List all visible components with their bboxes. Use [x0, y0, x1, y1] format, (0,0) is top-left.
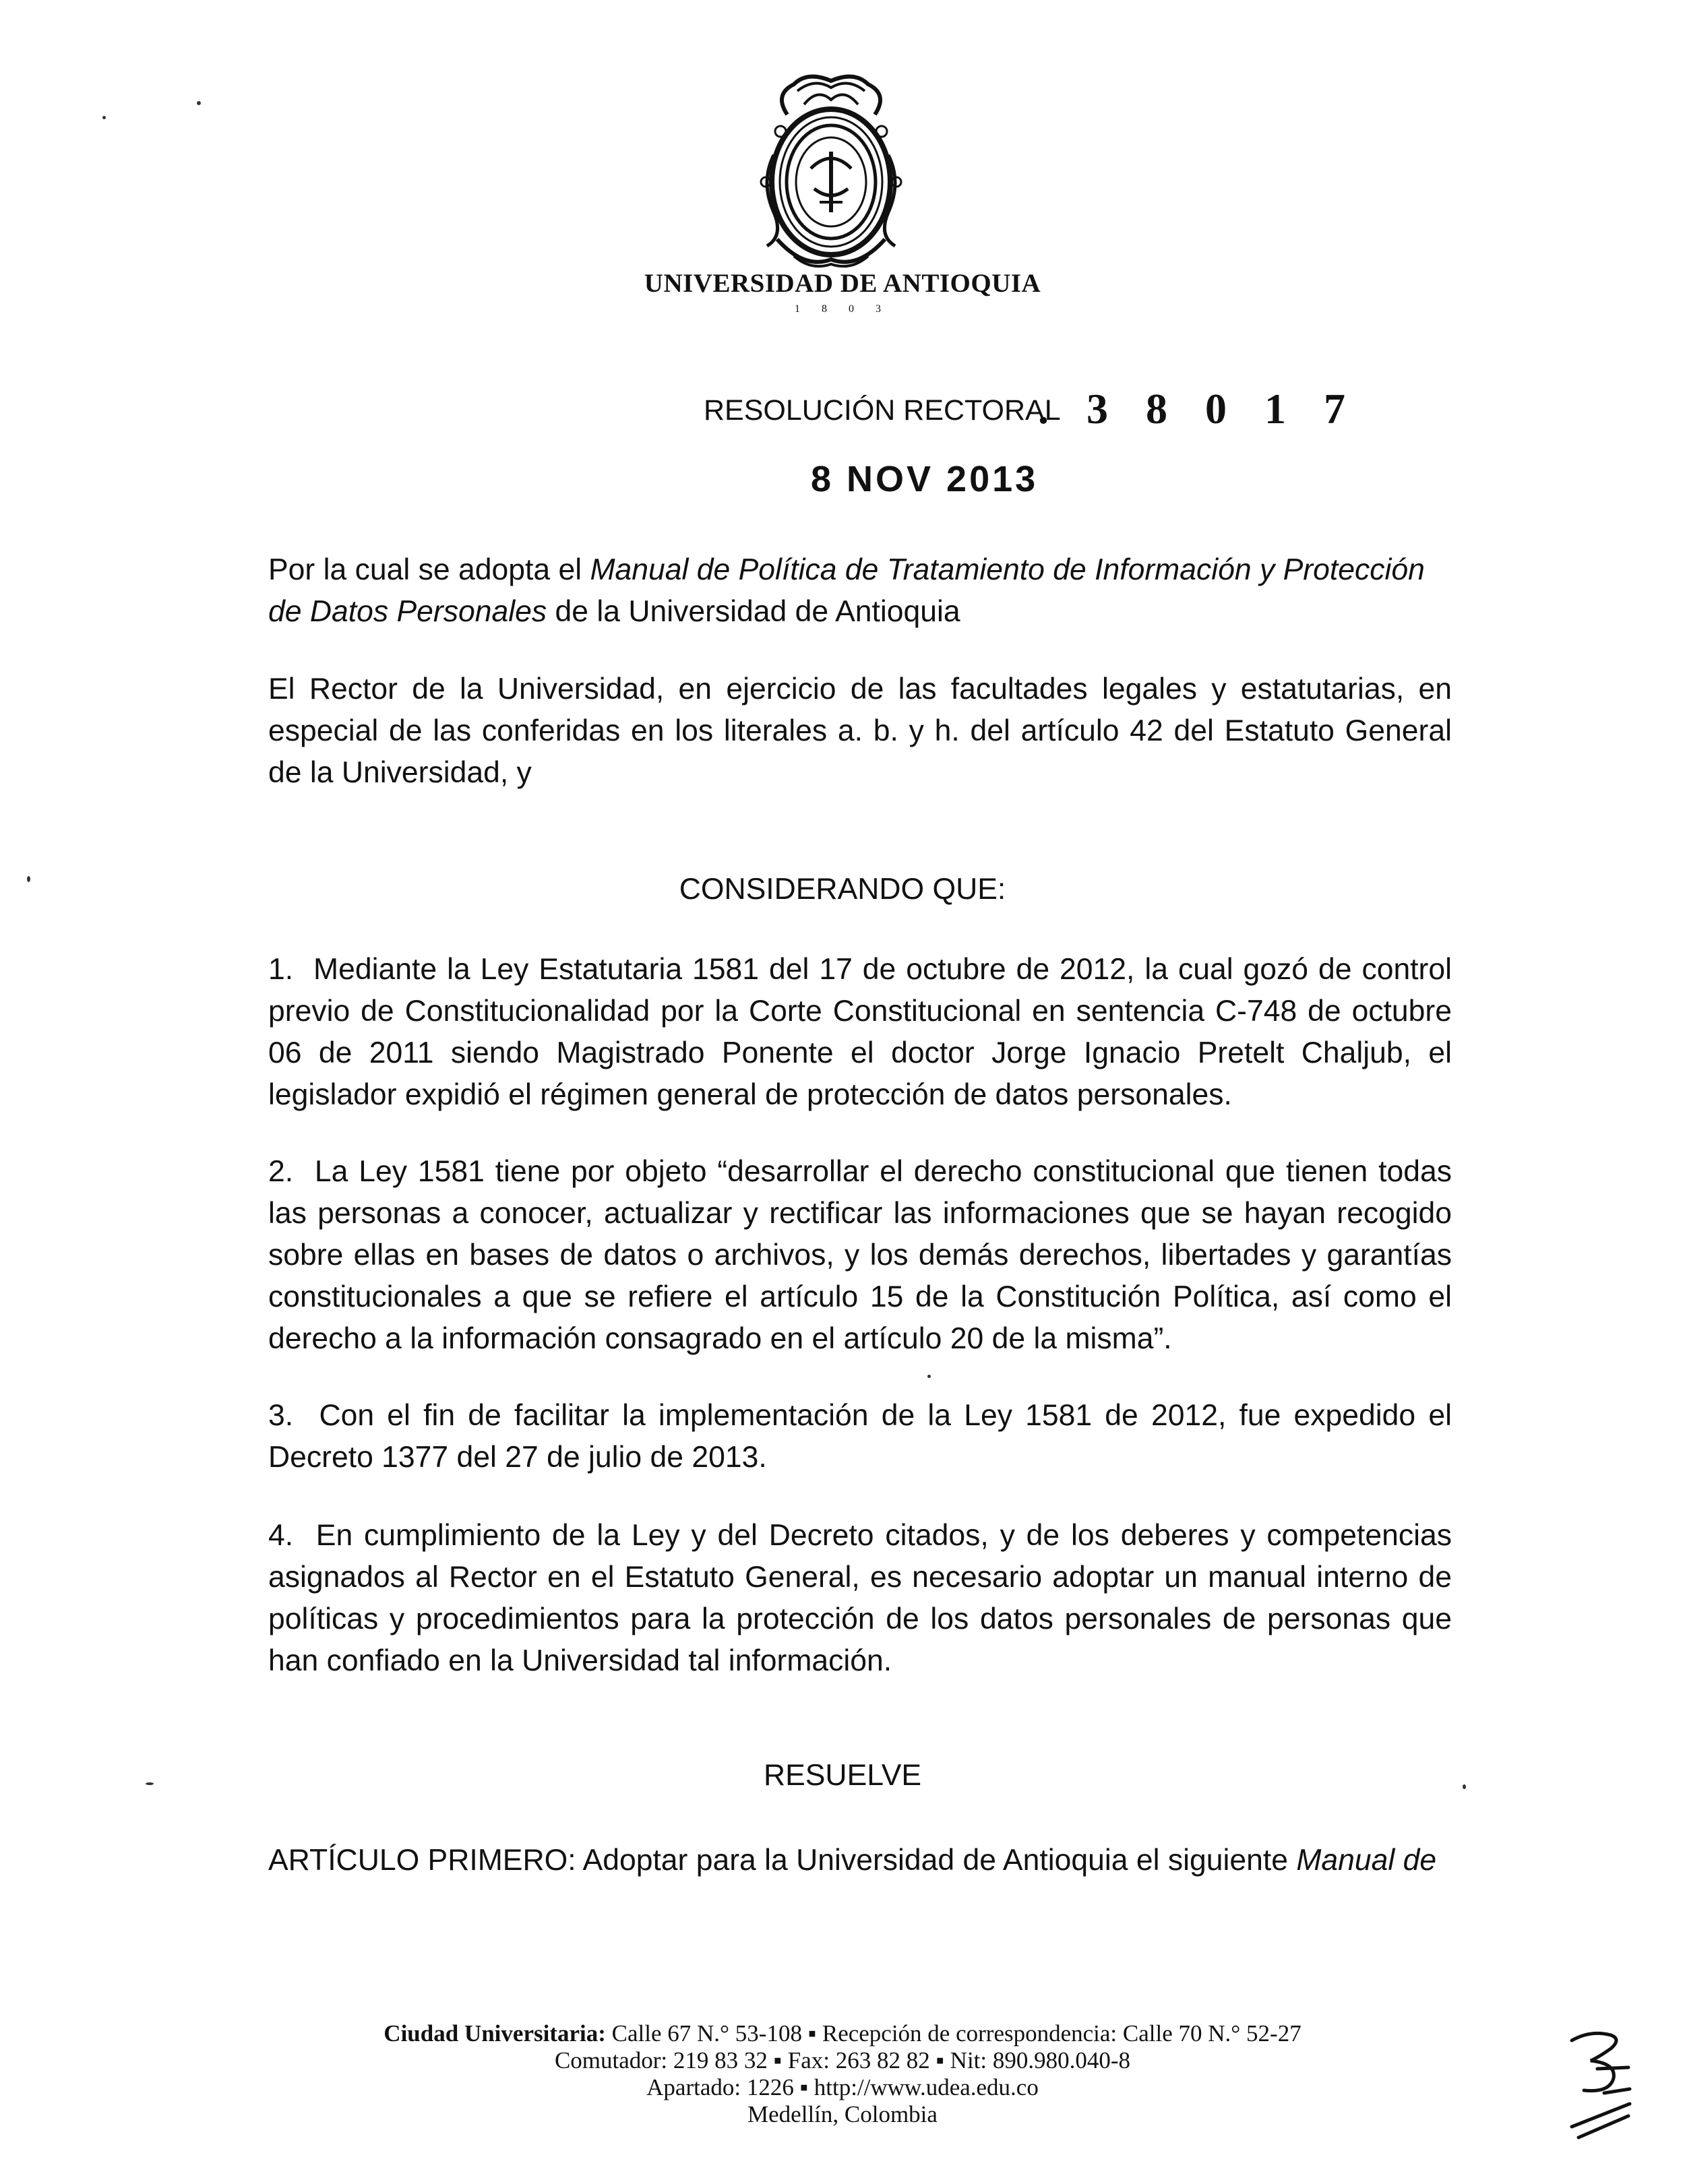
scan-speck: [1463, 1784, 1466, 1789]
considerando-item-1: [268, 949, 1452, 1116]
subject-paragraph: [268, 549, 1452, 633]
footer-line-3: Apartado: 1226 ▪ http://www.udea.edu.co: [646, 2074, 1039, 2100]
considerando-item-2: [268, 1151, 1452, 1360]
scan-speck: [27, 876, 30, 882]
scan-speck: [197, 101, 201, 105]
footer-line-1: [0, 2020, 1685, 2047]
item-text: La Ley 1581 tiene por objeto “desarrollar el derecho constitucional que tienen todas las personas a conocer, actualizar y rectificar las informaciones que se hayan recogido sobre ellas en bases de datos o archivos, y los demás derechos, libertades y garantías constitucionales a que se refiere el artículo 15 de la Constitución Política, así como el derecho a la información consagrado en el artículo 20 de la misma”.: [268, 1155, 1452, 1355]
article-italic: Manual de: [1296, 1844, 1437, 1877]
resuelve-heading: RESUELVE: [763, 1759, 922, 1792]
article-label: ARTÍCULO PRIMERO:: [268, 1844, 576, 1877]
scan-speck: [102, 116, 106, 119]
resolution-number: . 3 8 0 1 7: [1038, 385, 1359, 433]
considerando-heading: CONSIDERANDO QUE:: [679, 873, 1006, 906]
university-name: UNIVERSIDAD DE ANTIOQUIA: [644, 269, 1041, 298]
scan-speck: [146, 1782, 154, 1785]
founding-year: 1 8 0 3: [795, 303, 890, 315]
subject-title: Manual de Política de Tratamiento de Información y Protección de Datos Personales: [268, 553, 1425, 628]
resolution-date: 8 NOV 2013: [811, 459, 1039, 499]
footer-address: [0, 2020, 1685, 2128]
subject-prefix: Por la cual se adopta el: [268, 553, 590, 586]
resolution-label: RESOLUCIÓN RECTORAL: [704, 394, 1061, 427]
article-text: Adoptar para la Universidad de Antioquia el siguiente: [576, 1844, 1297, 1877]
item-number: 2.: [268, 1155, 294, 1188]
considerando-item-3: [268, 1395, 1452, 1478]
footer-line-4: Medellín, Colombia: [747, 2101, 938, 2127]
footer-campus-label: Ciudad Universitaria:: [384, 2020, 606, 2047]
preamble-paragraph: El Rector de la Universidad, en ejercicio de las facultades legales y estatutarias, en especial de las conferidas en los literales a. b. y h. del artículo 42 del Estatuto General de la Universidad, y: [268, 673, 1452, 789]
item-number: 1.: [268, 953, 294, 986]
footer-campus-address: Calle 67 N.° 53-108 ▪ Recepción de correspondencia: Calle 70 N.° 52-27: [605, 2020, 1301, 2047]
item-text: Con el fin de facilitar la implementación de la Ley 1581 de 2012, fue expedido el Decreto 1377 del 27 de julio de 2013.: [268, 1399, 1452, 1474]
subject-suffix: de la Universidad de Antioquia: [547, 595, 960, 628]
scan-speck: [927, 1375, 931, 1378]
university-seal-icon: [747, 67, 915, 276]
item-text: En cumplimiento de la Ley y del Decreto citados, y de los deberes y competencias asignados al Rector en el Estatuto General, es necesario adoptar un manual interno de políticas y procedimientos para la protección de los datos personales de personas que han confiado en la Universidad tal información.: [268, 1519, 1452, 1677]
item-text: Mediante la Ley Estatutaria 1581 del 17 de octubre de 2012, la cual gozó de control previo de Constitucionalidad por la Corte Constitucional en sentencia C-748 de octubre 06 de 2011 siendo Magistrado Ponente el doctor Jorge Ignacio Pretelt Chaljub, el legislador expidió el régimen general de protección de datos personales.: [268, 953, 1452, 1111]
item-number: 4.: [268, 1519, 294, 1552]
footer-line-2: Comutador: 219 83 32 ▪ Fax: 263 82 82 ▪ Nit: 890.980.040-8: [554, 2047, 1131, 2073]
article-first: [268, 1840, 1452, 1881]
item-number: 3.: [268, 1399, 294, 1432]
handwritten-mark-icon: [1564, 2028, 1638, 2143]
considerando-item-4: [268, 1515, 1452, 1682]
